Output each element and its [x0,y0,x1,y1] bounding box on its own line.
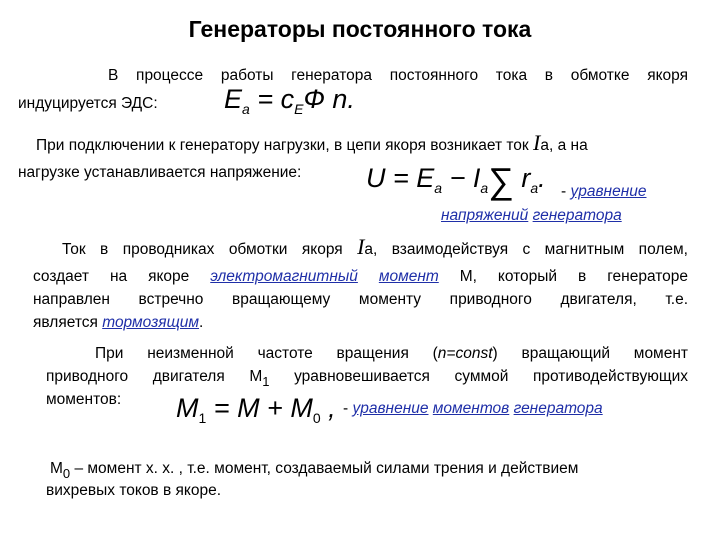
paragraph-torque-line1 [62,234,688,260]
link-moments[interactable]: моментов [432,400,510,417]
paragraph-load-text-b: , а на [548,137,588,154]
paragraph-torque-l4b: . [199,314,204,331]
formula-emf [224,84,355,117]
moments-caption-dash: - [343,400,353,417]
formula-emf-sub-a: a [242,101,250,117]
paragraph-balance-l2a: приводного двигателя М [46,368,263,385]
paragraph-torque-l2a: создает на якоре [33,268,190,285]
formula-moments-end: , [320,393,336,423]
voltage-caption-line1 [561,182,646,202]
current-symbol: I [533,130,541,155]
sigma-symbol: ∑ [488,160,514,201]
formula-moments-M: M [176,393,199,423]
n-const: n=const [437,345,493,362]
formula-moments-mid: = M + M [206,393,313,423]
paragraph-balance-line1 [95,344,688,364]
formula-emf-sub-E: E [294,101,304,117]
paragraph-balance-l2b: уравновешивается суммой противодействующих [269,368,688,385]
formula-voltage-r: r [513,163,531,193]
moments-caption [343,399,603,419]
paragraph-torque-text-a: Ток в проводниках обмотки якоря [62,241,343,258]
formula-moments-sub0: 0 [312,410,321,426]
paragraph-torque-line3: направлен встречно вращающему моменту приводного двигателя, т.е. [33,291,688,308]
link-equation[interactable]: уравнение [570,183,647,200]
link-voltages[interactable]: напряжений [441,207,529,224]
paragraph-torque-line2 [33,267,688,287]
formula-voltage-U: U = E [366,163,435,193]
paragraph-load-text-a: При подключении к генератору нагрузки, в цепи якоря возникает ток [36,137,529,154]
paragraph-balance-l1b: ) вращающий момент [492,345,688,362]
formula-voltage-minus: − I [442,163,481,193]
formula-voltage [366,160,546,202]
formula-emf-eq: = c [257,84,295,114]
M0-sub: 0 [62,466,71,481]
paragraph-emf-line1: В процессе работы генератора постоянного тока в обмотке якоря [108,67,688,84]
torque-current-symbol: I [357,234,365,259]
M0-symbol: М [50,460,63,477]
formula-moments-sub1: 1 [198,410,207,426]
formula-voltage-dot: . [538,163,546,193]
formula-emf-rest: Ф n. [303,84,355,114]
link-moment[interactable]: момент [378,268,439,285]
link-electromagnetic[interactable]: электромагнитный [210,268,358,285]
paragraph-torque-l4a: является [33,314,98,331]
paragraph-balance-line2 [46,367,688,392]
paragraph-torque-text-b: , взаимодействуя с магнитным полем, [373,241,688,258]
formula-voltage-sub2: a [480,180,489,196]
formula-moments [176,393,336,426]
link-generator[interactable]: генератора [532,207,622,224]
paragraph-load-line2: нагрузке устанавливается напряжение: [18,164,302,181]
paragraph-torque-line4 [33,313,203,333]
paragraph-idle-l1rest: – момент х. х. , т.е. момент, создаваемый силами трения и действием [70,460,579,477]
paragraph-emf-line2: индуцируется ЭДС: [18,95,158,112]
link-equation-moments[interactable]: уравнение [352,400,429,417]
voltage-caption-line2 [441,206,622,226]
current-sub: a [540,137,549,154]
paragraph-idle-line2: вихревых токов в якоре. [46,482,222,499]
paragraph-balance-l1a: При неизменной частоте вращения ( [95,345,438,362]
paragraph-load-line1 [36,130,588,156]
formula-voltage-sub3: a [530,180,539,196]
paragraph-torque-l2b: М, который в генераторе [459,268,689,285]
page-title: Генераторы постоянного тока [188,16,532,42]
formula-emf-E: E [224,84,243,114]
link-generator-moments[interactable]: генератора [513,400,603,417]
torque-current-sub: а [364,241,374,258]
paragraph-balance-line3: моментов: [46,391,122,408]
M1-sub: 1 [262,374,270,389]
link-braking[interactable]: тормозящим [102,314,200,331]
formula-voltage-sub1: a [434,180,443,196]
voltage-caption-dash: - [561,183,571,200]
